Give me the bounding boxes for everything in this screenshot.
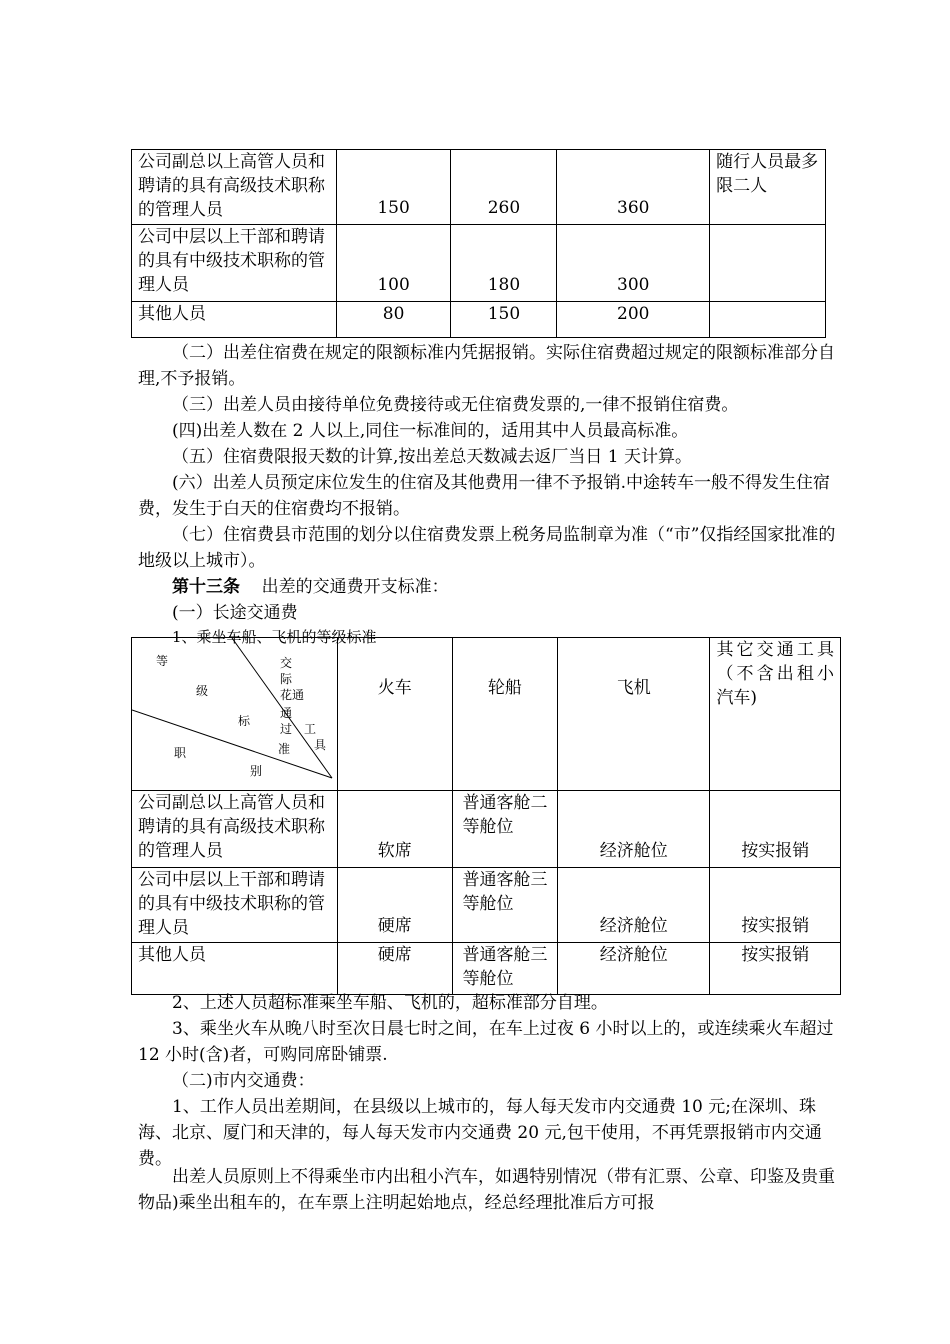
paragraph: （七）住宿费县市范围的划分以住宿费发票上税务局监制章为准（“市”仅指经国家批准的地级以上城市）。 [138, 525, 836, 571]
lodging-note: 随行人员最多限二人 [710, 150, 826, 225]
other-class: 按实报销 [710, 943, 841, 995]
lodging-category: 其他人员 [132, 302, 337, 338]
train-class: 软席 [377, 841, 412, 861]
diag-label: 过 [280, 722, 293, 736]
transport-category: 公司中层以上干部和聘请的具有中级技术职称的管理人员 [132, 868, 338, 943]
header-plane: 飞机 [558, 638, 710, 791]
article-heading [138, 574, 838, 600]
diag-label: 通 [280, 706, 293, 720]
lodging-value: 180 [487, 275, 521, 295]
paragraph: （二）出差住宿费在规定的限额标准内凭据报销。实际住宿费超过规定的限额标准部分自理,不予报销。 [138, 343, 835, 389]
plane-class: 经济舱位 [558, 943, 710, 995]
transport-category: 其他人员 [132, 943, 338, 995]
article-number: 第十三条 [172, 577, 240, 597]
lodging-category: 公司副总以上高管人员和聘请的具有高级技术职称的管理人员 [132, 150, 337, 225]
lodging-value: 200 [557, 302, 710, 338]
paragraph: (六）出差人员预定床位发生的住宿及其他费用一律不予报销.中途转车一般不得发生住宿费，发生于白天的住宿费均不报销。 [138, 473, 831, 519]
diag-label: 花通 [280, 688, 305, 702]
diag-label: 等 [156, 654, 169, 668]
diag-label: 级 [196, 684, 209, 698]
diagonal-header-cell [132, 638, 337, 790]
diag-label: 职 [174, 746, 187, 760]
train-class: 硬席 [338, 943, 453, 995]
lodging-value: 100 [377, 275, 410, 295]
lodging-value: 360 [617, 198, 650, 218]
paragraph: 3、乘坐火车从晚八时至次日晨七时之间，在车上过夜 6 小时以上的，或连续乘火车超过 12 小时(含)者，可购同席卧铺票. [138, 1019, 834, 1065]
plane-class: 经济舱位 [599, 841, 668, 861]
paragraph: (四)出差人数在 2 人以上,同住一标准间的，适用其中人员最高标准。 [172, 421, 689, 441]
lodging-note [710, 302, 826, 338]
transport-category: 公司副总以上高管人员和聘请的具有高级技术职称的管理人员 [132, 791, 338, 868]
diag-label: 具 [314, 738, 327, 752]
lodging-note [710, 225, 826, 302]
transport-table [131, 637, 841, 995]
lodging-value: 150 [377, 198, 410, 218]
diag-label: 标 [238, 714, 251, 728]
lodging-value: 80 [336, 302, 451, 338]
header-other: 其它交通工具（不含出租小汽车) [710, 638, 841, 791]
header-ship: 轮船 [452, 638, 558, 791]
diag-label: 准 [278, 742, 291, 756]
ship-class: 普通客舱二等舱位 [452, 791, 558, 868]
paragraph: 1、乘坐车船、飞机的等级标准 [172, 628, 377, 646]
lodging-value: 300 [617, 275, 650, 295]
paragraph: 出差人员原则上不得乘坐市内出租小汽车，如遇特别情况（带有汇票、公章、印鉴及贵重物品)乘坐出租车的，在车票上注明起始地点，经总经理批准后方可报 [138, 1167, 835, 1213]
plane-class: 经济舱位 [599, 916, 668, 936]
paragraph: （三）出差人员由接待单位免费接待或无住宿费发票的,一律不报销住宿费。 [172, 395, 739, 415]
paragraph: 2、上述人员超标准乘坐车船、飞机的，超标准部分自理。 [172, 993, 608, 1013]
ship-class: 普通客舱三等舱位 [452, 868, 558, 943]
lodging-category: 公司中层以上干部和聘请的具有中级技术职称的管理人员 [132, 225, 337, 302]
train-class: 硬席 [377, 916, 412, 936]
header-train: 火车 [338, 638, 453, 791]
paragraph: （五）住宿费限报天数的计算,按出差总天数减去返厂当日 1 天计算。 [172, 447, 693, 467]
article-text: 出差的交通费开支标准： [261, 577, 449, 597]
other-class: 按实报销 [741, 916, 810, 936]
diag-label: 交 [280, 656, 293, 670]
lodging-value: 150 [451, 302, 557, 338]
diag-label: 际 [280, 672, 293, 686]
paragraph: 1、工作人员出差期间，在县级以上城市的，每人每天发市内交通费 10 元;在深圳、珠海、北京、厦门和天津的，每人每天发市内交通费 20 元,包干使用，不再凭票报销市内交通费。 [138, 1097, 822, 1169]
lodging-table [131, 149, 826, 338]
paragraph: (一）长途交通费 [172, 603, 298, 623]
ship-class: 普通客舱三等舱位 [452, 943, 558, 995]
diag-label: 别 [250, 764, 263, 778]
other-class: 按实报销 [741, 841, 810, 861]
paragraph: （二)市内交通费： [172, 1071, 315, 1091]
lodging-value: 260 [487, 198, 521, 218]
diag-label: 工 [304, 722, 317, 736]
